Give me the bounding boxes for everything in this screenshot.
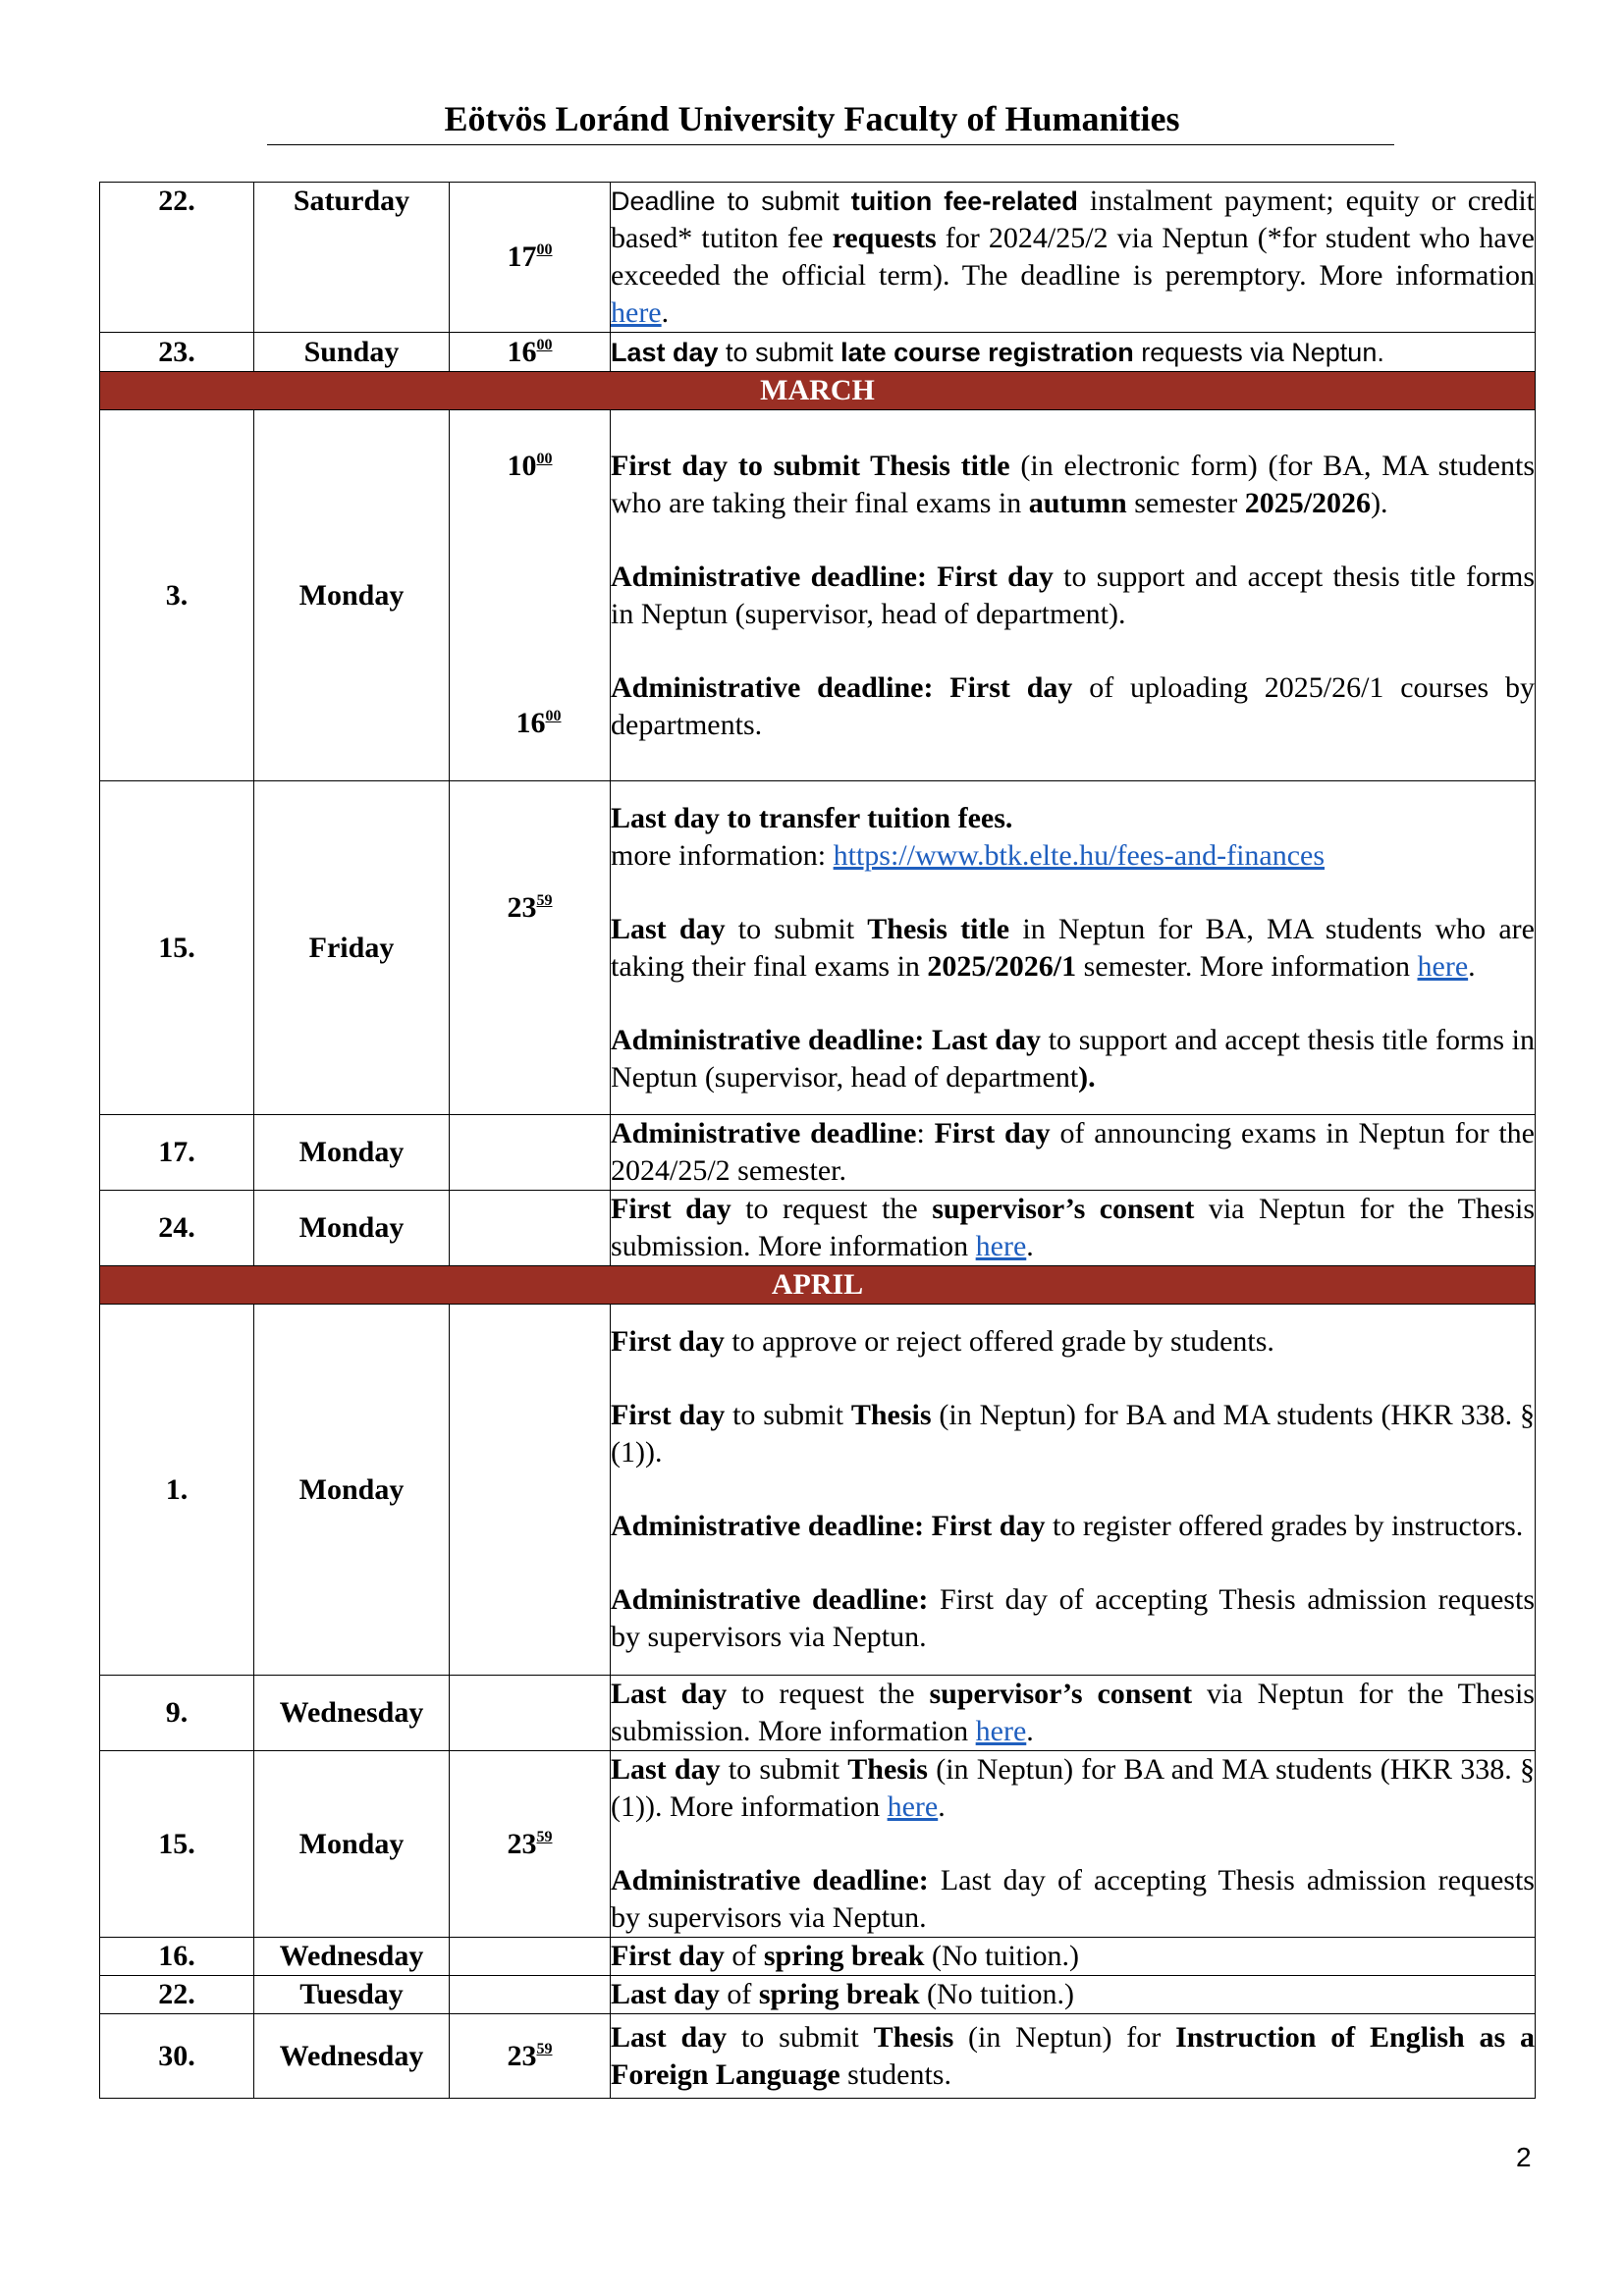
month-header-march: MARCH (100, 372, 1536, 410)
weekday-cell: Sunday (254, 333, 450, 372)
weekday-cell: Tuesday (254, 1976, 450, 2014)
time-cell (450, 1676, 611, 1751)
title-underline (267, 144, 1394, 145)
time-1: $10^{00}$ (507, 450, 553, 482)
day-cell: 16. (100, 1938, 254, 1976)
time-cell: $23^{59}$ (450, 2014, 611, 2099)
table-row (100, 183, 1536, 333)
weekday-cell: Monday (254, 1115, 450, 1191)
time-cell: $23^{59}$ (450, 1751, 611, 1938)
description-cell: Deadline to submit tuition fee-related instalment payment; equity or credit based* tutiton fee requests for 2024/25/2 via Neptun (*for student who have exceeded the official term). The deadline is peremptory. More information here. (611, 183, 1536, 333)
table-row (100, 333, 1536, 372)
day-cell: 15. (100, 781, 254, 1115)
time-cell (450, 1938, 611, 1976)
day-cell: 15. (100, 1751, 254, 1938)
day-cell: 22. (100, 1976, 254, 2014)
description-cell: Last day of spring break (No tuition.) (611, 1976, 1536, 2014)
description-cell: Last day to transfer tuition fees. more information: https://www.btk.elte.hu/fees-and-finances Last day to submit Thesis title in Neptun for BA, MA students who are taking their final exams in 2025/2026/1 semester. More information here. Administrative deadline: Last day to support and accept thesis title forms in Neptun (supervisor, head of department). (611, 781, 1536, 1115)
table-row (100, 1676, 1536, 1751)
table-row (100, 2014, 1536, 2099)
description-cell: Last day to submit Thesis (in Neptun) for Instruction of English as a Foreign Language students. (611, 2014, 1536, 2099)
more-info-link[interactable]: here (975, 1230, 1027, 1262)
table-row (100, 410, 1536, 781)
weekday-cell: Wednesday (254, 1938, 450, 1976)
more-info-link[interactable]: here (975, 1715, 1027, 1747)
day-cell: 1. (100, 1305, 254, 1676)
time-cell: $23^{59}$ (450, 781, 611, 1115)
table-row (100, 1115, 1536, 1191)
day-cell: 23. (100, 333, 254, 372)
weekday-cell: Wednesday (254, 1676, 450, 1751)
description-cell: First day of spring break (No tuition.) (611, 1938, 1536, 1976)
description-cell: Last day to request the supervisor’s consent via Neptun for the Thesis submission. More information here. (611, 1676, 1536, 1751)
table-row (100, 781, 1536, 1115)
page-number: 2 (1516, 2142, 1532, 2172)
day-cell: 30. (100, 2014, 254, 2099)
day-cell: 22. (100, 183, 254, 333)
table-row (100, 1976, 1536, 2014)
day-cell: 3. (100, 410, 254, 781)
weekday-cell: Monday (254, 1191, 450, 1266)
description-cell: First day to approve or reject offered grade by students. First day to submit Thesis (in Neptun) for BA and MA students (HKR 338. § (1)). Administrative deadline: First day to register offered grades by instructors. Administrative deadline: First day of accepting Thesis admission requests by supervisors via Neptun. (611, 1305, 1536, 1676)
table-row (100, 1751, 1536, 1938)
month-header-april: APRIL (100, 1266, 1536, 1305)
table-row (100, 1191, 1536, 1266)
day-cell: 17. (100, 1115, 254, 1191)
document-title: Eötvös Loránd University Faculty of Humanities (444, 99, 1180, 138)
weekday-cell: Monday (254, 1751, 450, 1938)
weekday-cell: Saturday (254, 183, 450, 333)
more-info-link[interactable]: here (887, 1790, 939, 1823)
day-cell: 24. (100, 1191, 254, 1266)
description-cell: Last day to submit Thesis (in Neptun) for BA and MA students (HKR 338. § (1)). More information here. Administrative deadline: Last day of accepting Thesis admission requests by supervisors via Neptun. (611, 1751, 1536, 1938)
day-cell: 9. (100, 1676, 254, 1751)
table-row (100, 1305, 1536, 1676)
more-info-link[interactable]: here (1417, 949, 1469, 983)
table-row (100, 1938, 1536, 1976)
description-cell: Administrative deadline: First day of announcing exams in Neptun for the 2024/25/2 semester. (611, 1115, 1536, 1191)
time-cell (450, 410, 611, 781)
weekday-cell: Monday (254, 1305, 450, 1676)
fees-link[interactable]: https://www.btk.elte.hu/fees-and-finances (833, 838, 1326, 872)
time-cell (450, 1191, 611, 1266)
time-2: $16^{00}$ (515, 707, 562, 739)
time-cell (450, 1305, 611, 1676)
time-cell: $16^{00}$ (450, 333, 611, 372)
more-info-link[interactable]: here (611, 296, 662, 329)
weekday-cell: Friday (254, 781, 450, 1115)
time-cell (450, 1976, 611, 2014)
weekday-cell: Monday (254, 410, 450, 781)
description-cell: Last day to submit late course registration requests via Neptun. (611, 333, 1536, 372)
weekday-cell: Wednesday (254, 2014, 450, 2099)
description-cell: First day to submit Thesis title (in electronic form) (for BA, MA students who are taking their final exams in autumn semester 2025/2026). Administrative deadline: First day to support and accept thesis title forms in Neptun (supervisor, head of department). Administrative deadline: First day of uploading 2025/26/1 courses by departments. (611, 410, 1536, 781)
description-cell: First day to request the supervisor’s consent via Neptun for the Thesis submission. More information here. (611, 1191, 1536, 1266)
calendar-table (99, 182, 1536, 2099)
time-cell (450, 1115, 611, 1191)
time-cell: $17^{00}$ (450, 183, 611, 333)
